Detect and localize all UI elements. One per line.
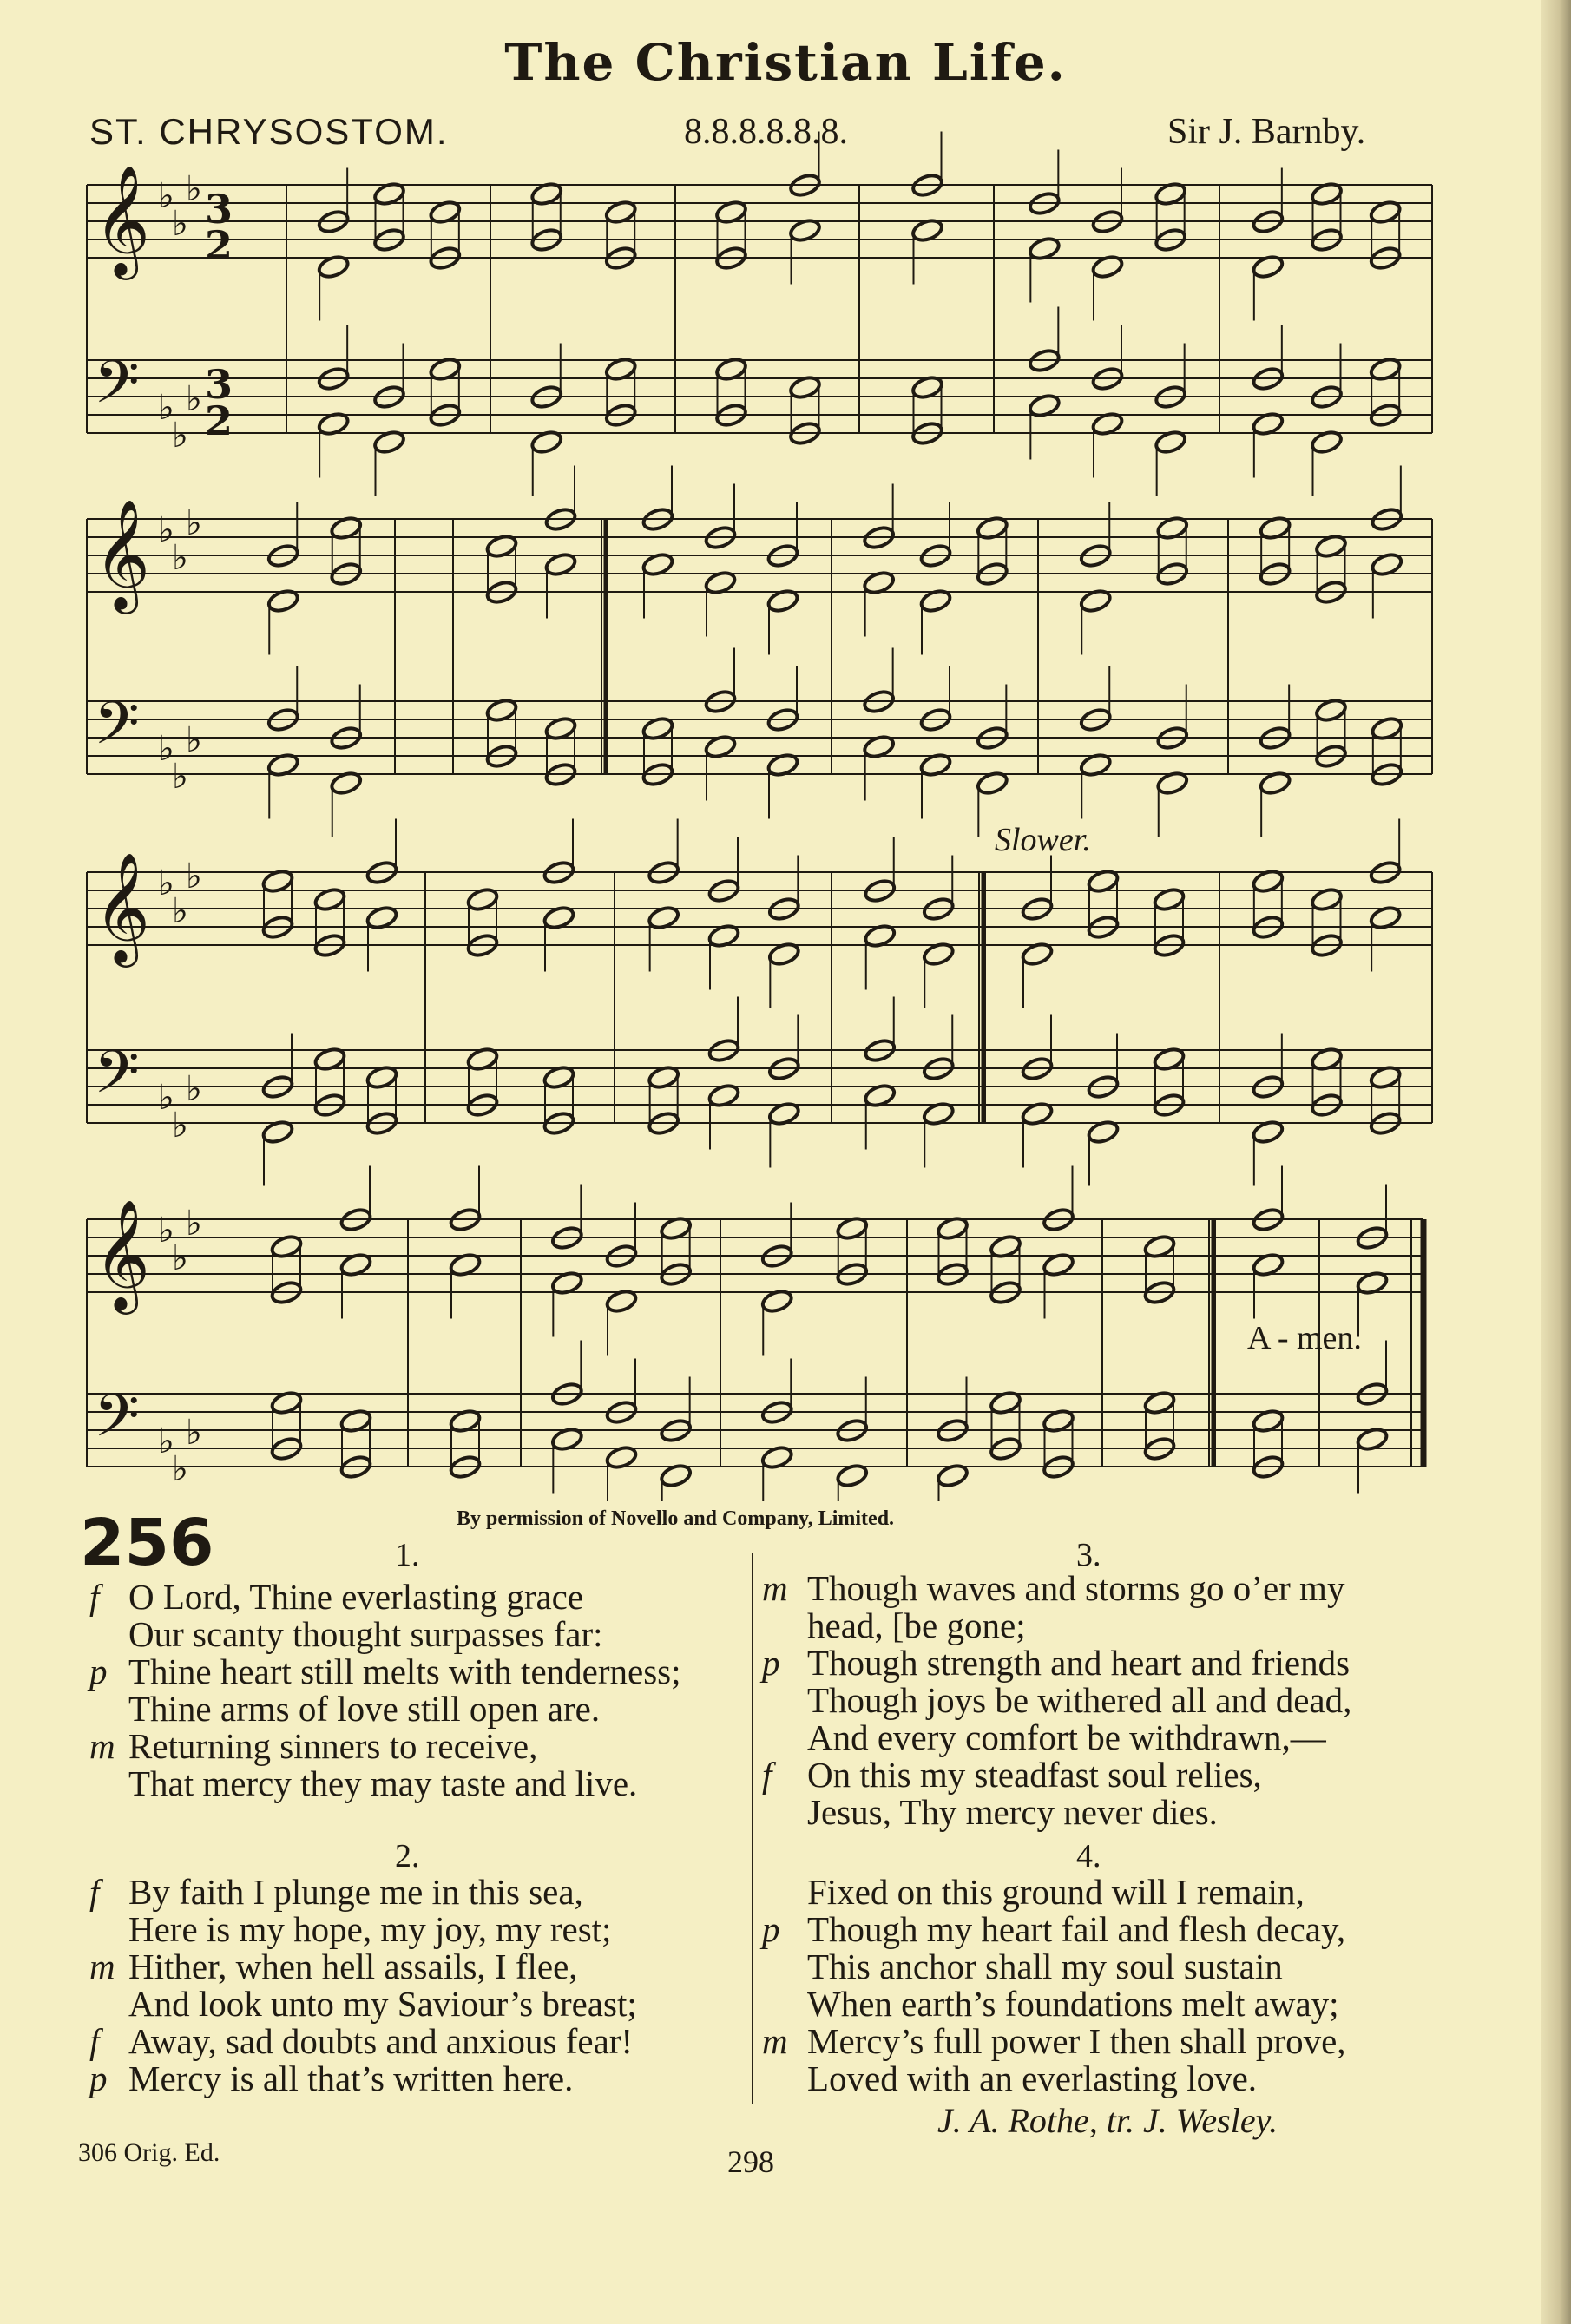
edition-note: 306 Orig. Ed. (78, 2138, 220, 2167)
flat-sign-icon: ♭ (172, 891, 188, 931)
time-signature: 3 (205, 186, 233, 233)
author-credit: J. A. Rothe, tr. J. Wesley. (937, 2101, 1278, 2140)
stanza-line: Though strength and heart and friends (807, 1643, 1351, 1683)
stanza-line: When earth’s foundations melt away; (807, 1984, 1339, 2024)
stanza-line: Jesus, Thy mercy never dies. (807, 1792, 1218, 1832)
stanza-line: This anchor shall my soul sustain (807, 1947, 1283, 1986)
stanza-line: Away, sad doubts and anxious fear! (128, 2021, 634, 2061)
time-signature: 3 (205, 361, 233, 408)
stanza-line: head, [be gone; (807, 1605, 1026, 1645)
stanza-line: Our scanty thought surpasses far: (128, 1614, 603, 1654)
dynamic-marking: m (89, 1947, 115, 1986)
stanza-line: Returning sinners to receive, (128, 1726, 538, 1766)
stanza-line: Hither, when hell assails, I flee, (128, 1947, 578, 1986)
stanza-line: O Lord, Thine everlasting grace (128, 1577, 584, 1617)
dynamic-marking: p (89, 1651, 108, 1691)
stanza-number: 4. (1076, 1838, 1101, 1874)
hymn-number: 256 (80, 1506, 214, 1580)
flat-sign-icon: ♭ (172, 1449, 188, 1489)
dynamic-marking: m (762, 2021, 788, 2061)
flat-sign-icon: ♭ (186, 379, 202, 419)
flat-sign-icon: ♭ (158, 1421, 174, 1461)
stanza-line: Thine arms of love still open are. (128, 1689, 601, 1729)
flat-sign-icon: ♭ (172, 204, 188, 244)
dynamic-marking: m (762, 1568, 788, 1608)
stanza-line: That mercy they may taste and live. (128, 1763, 638, 1803)
dynamic-marking: p (762, 1909, 780, 1949)
dynamic-marking: f (89, 2021, 100, 2061)
dynamic-marking: f (762, 1755, 772, 1795)
stanza-line: Loved with an everlasting love. (807, 2058, 1258, 2098)
stanza-line: Mercy’s full power I then shall prove, (807, 2021, 1346, 2061)
time-signature: 2 (205, 222, 233, 269)
treble-clef-icon: 𝄞 (94, 164, 151, 275)
treble-clef-icon: 𝄞 (94, 1198, 151, 1310)
stanza-line: Though my heart fail and flesh decay, (807, 1909, 1346, 1949)
column-divider (752, 1553, 753, 2104)
flat-sign-icon: ♭ (172, 1238, 188, 1278)
stanza-line: By faith I plunge me in this sea, (128, 1872, 583, 1912)
stanza-line: And every comfort be withdrawn,— (807, 1717, 1326, 1757)
tune-name: ST. CHRYSOSTOM. (89, 111, 449, 152)
flat-sign-icon: ♭ (158, 729, 174, 769)
stanza-line: Fixed on this ground will I remain, (807, 1872, 1305, 1912)
tempo-marking: Slower. (995, 822, 1091, 858)
stanza-number: 3. (1076, 1537, 1101, 1573)
dynamic-marking: f (89, 1577, 100, 1617)
stanza-line: Mercy is all that’s written here. (128, 2058, 574, 2098)
page-number: 298 (727, 2144, 774, 2179)
bass-clef-icon: 𝄢 (94, 690, 140, 772)
treble-clef-icon: 𝄞 (94, 851, 151, 962)
flat-sign-icon: ♭ (186, 857, 202, 896)
flat-sign-icon: ♭ (172, 416, 188, 456)
dynamic-marking: m (89, 1726, 115, 1766)
flat-sign-icon: ♭ (186, 503, 202, 543)
stanza-line: Though waves and storms go o’er my (807, 1568, 1345, 1608)
flat-sign-icon: ♭ (172, 1106, 188, 1146)
flat-sign-icon: ♭ (186, 169, 202, 209)
stanza-line: On this my steadfast soul relies, (807, 1755, 1262, 1795)
flat-sign-icon: ♭ (158, 1078, 174, 1118)
flat-sign-icon: ♭ (186, 1204, 202, 1244)
dynamic-marking: p (89, 2058, 108, 2098)
flat-sign-icon: ♭ (172, 757, 188, 797)
bass-clef-icon: 𝄢 (94, 1039, 140, 1121)
flat-sign-icon: ♭ (186, 1413, 202, 1453)
composer: Sir J. Barnby. (1167, 112, 1366, 152)
section-title: The Christian Life. (504, 33, 1067, 92)
amen-lyric: A - men. (1247, 1320, 1362, 1356)
treble-clef-icon: 𝄞 (94, 498, 151, 609)
permission-note: By permission of Novello and Company, Limited. (457, 1507, 895, 1530)
bass-clef-icon: 𝄢 (94, 349, 140, 431)
flat-sign-icon: ♭ (186, 1069, 202, 1109)
stanza-line: Thine heart still melts with tenderness; (128, 1651, 681, 1691)
flat-sign-icon: ♭ (186, 720, 202, 760)
time-signature: 2 (205, 397, 233, 444)
flat-sign-icon: ♭ (158, 176, 174, 216)
flat-sign-icon: ♭ (158, 388, 174, 428)
flat-sign-icon: ♭ (172, 538, 188, 578)
stanza-number: 1. (395, 1537, 420, 1573)
flat-sign-icon: ♭ (158, 1211, 174, 1251)
stanza-number: 2. (395, 1838, 420, 1874)
dynamic-marking: p (762, 1643, 780, 1683)
stanza-line: Though joys be withered all and dead, (807, 1680, 1352, 1720)
dynamic-marking: f (89, 1872, 100, 1912)
flat-sign-icon: ♭ (158, 863, 174, 903)
meter: 8.8.8.8.8.8. (684, 112, 848, 152)
bass-clef-icon: 𝄢 (94, 1382, 140, 1465)
stanza-line: And look unto my Saviour’s breast; (128, 1984, 637, 2024)
stanza-line: Here is my hope, my joy, my rest; (128, 1909, 612, 1949)
flat-sign-icon: ♭ (158, 510, 174, 550)
